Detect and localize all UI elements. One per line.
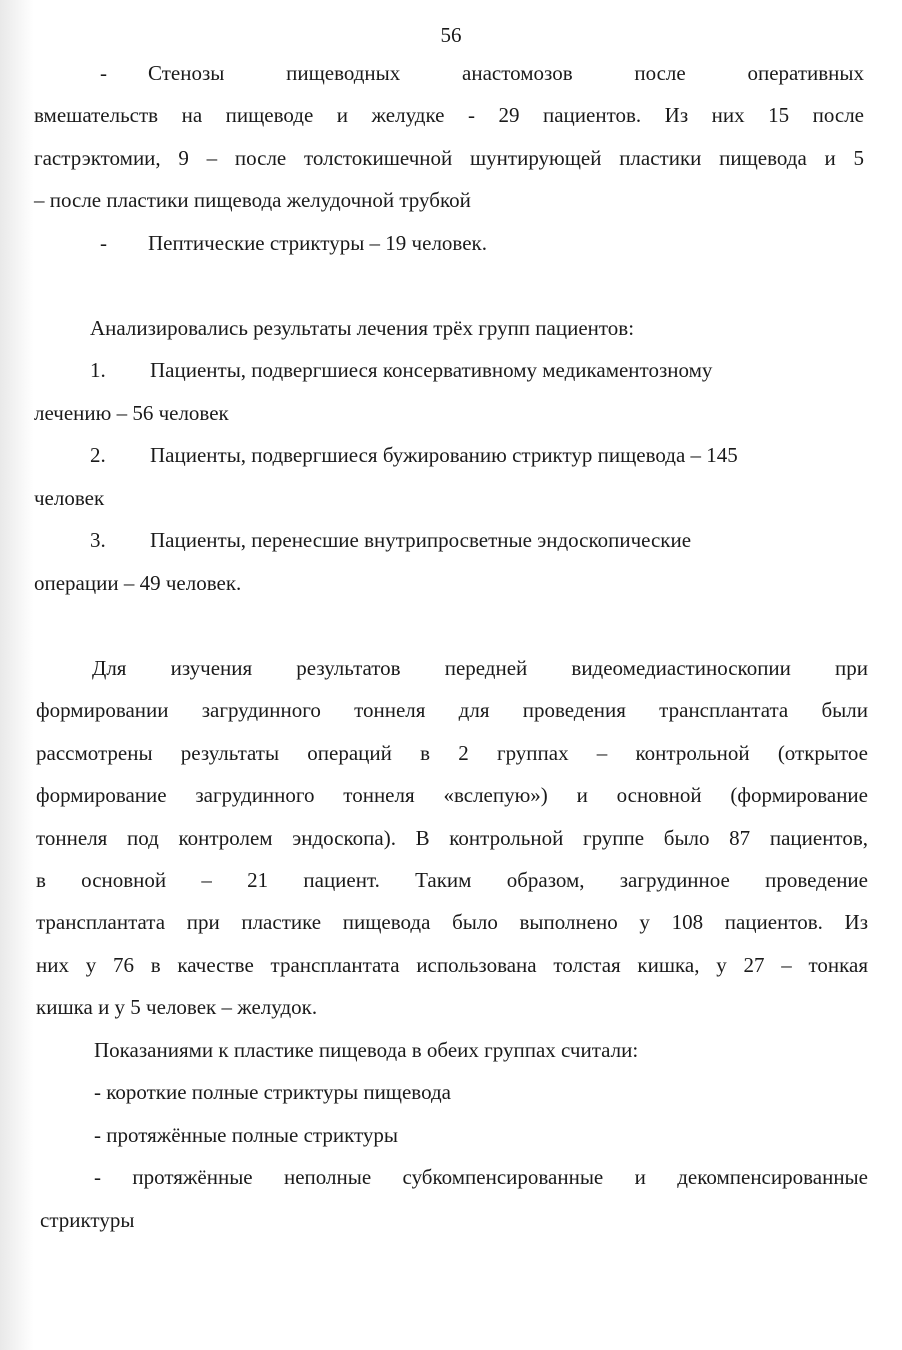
study-line-3: рассмотрены результаты операций в 2 группах – контрольной (открытое [36, 741, 868, 765]
indications-intro: Показаниями к пластике пищевода в обеих группах считали: [94, 1038, 639, 1062]
study-line-9: кишка и у 5 человек – желудок. [36, 995, 318, 1019]
study-line-5: тоннеля под контролем эндоскопа). В контрольной группе было 87 пациентов, [36, 826, 868, 850]
group-1-line-2: лечению – 56 человек [34, 401, 229, 425]
stenoses-line-3: гастрэктомии, 9 – после толстокишечной шунтирующей пластики пищевода и 5 [34, 146, 864, 170]
indication-item-2: - протяжённые полные стриктуры [94, 1123, 399, 1147]
peptic-bullet: - [100, 231, 107, 255]
study-line-8: них у 76 в качестве трансплантата использована толстая кишка, у 27 – тонкая [36, 953, 868, 977]
stenoses-line-2: вмешательств на пищеводе и желудке - 29 пациентов. Из них 15 после [34, 103, 864, 127]
study-line-2: формировании загрудинного тоннеля для проведения трансплантата были [36, 698, 868, 722]
study-line-7: трансплантата при пластике пищевода было выполнено у 108 пациентов. Из [36, 910, 868, 934]
group-3-number: 3. [90, 528, 106, 552]
study-line-4: формирование загрудинного тоннеля «вслепую») и основной (формирование [36, 783, 868, 807]
study-line-1: Для изучения результатов передней видеомедиастиноскопии при [92, 656, 868, 680]
page-number: 56 [440, 23, 462, 47]
stenoses-bullet: - [100, 61, 107, 85]
scan-edge-shadow [0, 0, 34, 1350]
stenoses-line-4: – после пластики пищевода желудочной трубкой [34, 188, 471, 212]
group-2-line-2: человек [34, 486, 105, 510]
stenoses-line-1: Стенозы пищеводных анастомозов после оперативных [148, 61, 864, 85]
group-2-line-1: Пациенты, подвергшиеся бужированию стриктур пищевода – 145 [150, 443, 738, 467]
indication-item-3: - протяжённые неполные субкомпенсированные и декомпенсированные [94, 1165, 868, 1189]
indication-item-1: - короткие полные стриктуры пищевода [94, 1080, 451, 1104]
group-3-line-2: операции – 49 человек. [34, 571, 242, 595]
group-3-line-1: Пациенты, перенесшие внутрипросветные эндоскопические [150, 528, 692, 552]
group-2-number: 2. [90, 443, 106, 467]
indication-item-3-continued: стриктуры [40, 1208, 135, 1232]
group-1-line-1: Пациенты, подвергшиеся консервативному медикаментозному [150, 358, 713, 382]
group-1-number: 1. [90, 358, 106, 382]
peptic-text: Пептические стриктуры – 19 человек. [148, 231, 487, 255]
study-line-6: в основной – 21 пациент. Таким образом, загрудинное проведение [36, 868, 868, 892]
groups-intro: Анализировались результаты лечения трёх групп пациентов: [90, 316, 635, 340]
